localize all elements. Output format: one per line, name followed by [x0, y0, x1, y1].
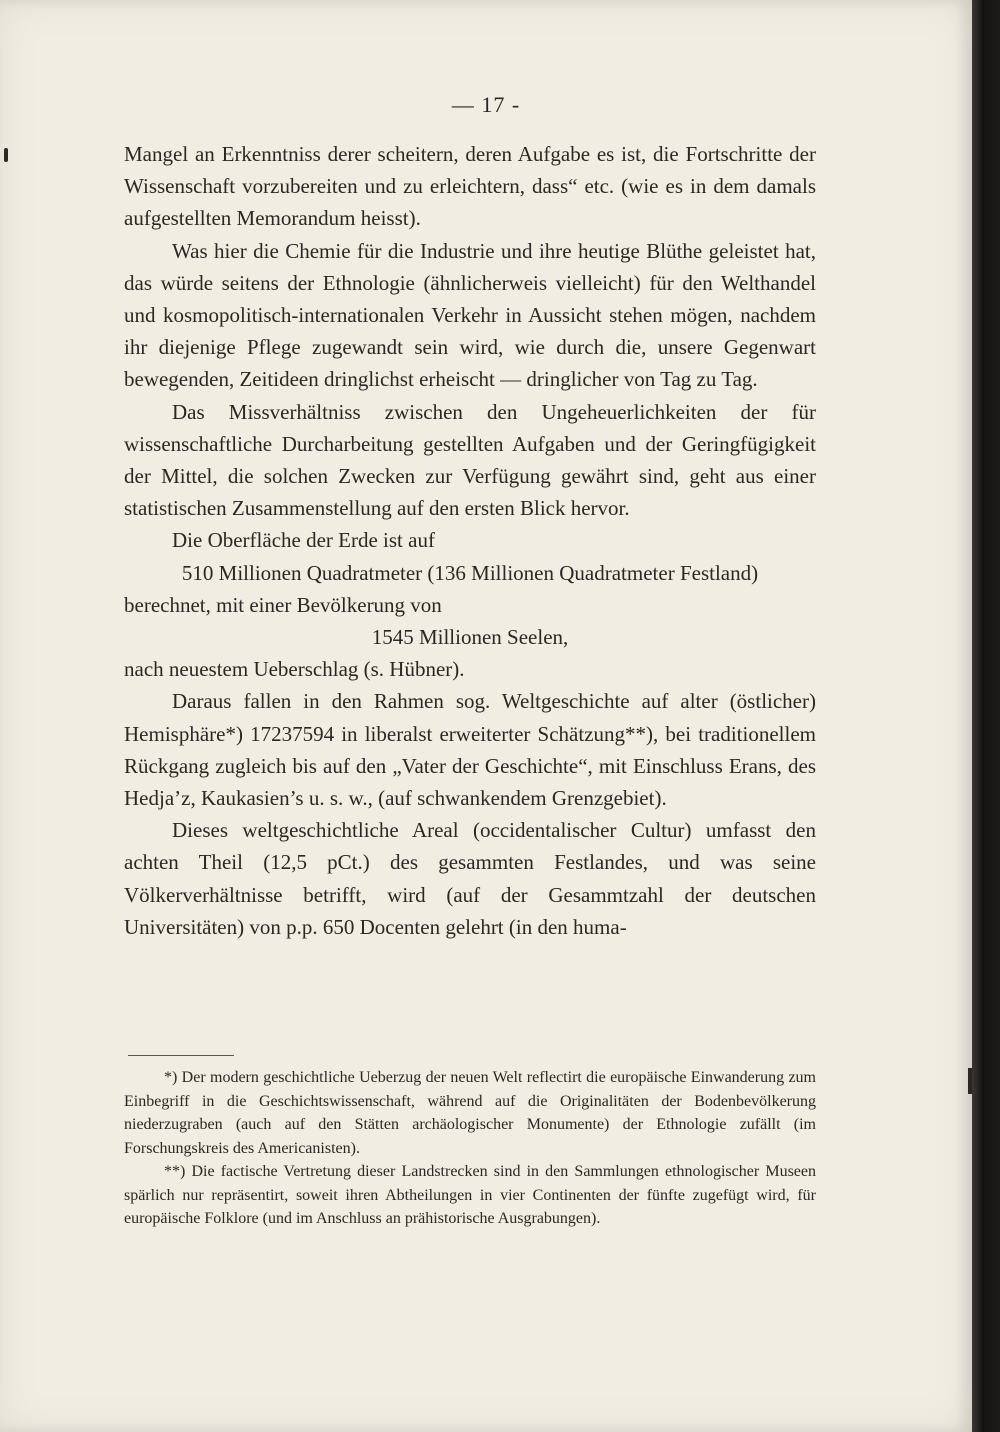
formula-line: 1545 Millionen Seelen,	[371, 625, 569, 650]
paragraph: berechnet, mit einer Bevölkerung von	[124, 592, 442, 617]
footnote: *) Der modern geschichtliche Ueberzug der neuen Welt reflectirt die europäische Einwanderung zum Einbegriff in die Geschichtswissenschaft, während auf die Originalitäten der Bodenbevölkerung niederzugraben (auch auf den Stätten archäologischer Monumente) der Ethnologie zufällt (im Forschungskreis des Americanisten).	[124, 1069, 816, 1157]
paragraph: Dieses weltgeschichtliche Areal (occidentalischer Cultur) umfasst den achten Theil (12,5 pCt.) des gesammten Festlandes, und was seine Völkerverhältnisse betrifft, wird (auf der Gesammtzahl der deutschen Universitäten) von p.p. 650 Docenten gelehrt (in den huma-	[124, 818, 816, 939]
footnote: **) Die factische Vertretung dieser Landstrecken sind in den Sammlungen ethnologischer Museen spärlich nur repräsentirt, soweit ihren Abtheilungen in vier Continenten der fünfte zugefügt wird, für europäische Folklore (und im Anschluss an prähistorische Ausgrabungen).	[124, 1163, 816, 1227]
margin-mark	[4, 148, 8, 162]
main-text	[124, 138, 816, 943]
formula-line: 510 Millionen Quadratmeter (136 Millionen Quadratmeter Festland)	[181, 560, 759, 585]
paragraph: Die Oberfläche der Erde ist auf	[172, 528, 435, 553]
paragraph: Was hier die Chemie für die Industrie und ihre heutige Blüthe geleistet hat, das würde seitens der Ethnologie (ähnlicherweis vielleicht) für den Welthandel und kosmopolitisch-internationalen Verkehr in Aussicht stehen mögen, nachdem ihr diejenige Pflege zugewandt sein wird, wie durch die, unsere Gegenwart bewegenden, Zeitideen dringlichst erheischt — dringlicher von Tag zu Tag.	[124, 238, 816, 392]
paragraph: nach neuestem Ueberschlag (s. Hübner).	[124, 657, 465, 682]
footnotes	[124, 1066, 816, 1231]
paragraph: Das Missverhältniss zwischen den Ungeheuerlichkeiten der für wissenschaftliche Durcharbeitung gestellten Aufgaben und der Geringfügigkeit der Mittel, die solchen Zwecken zur Verfügung gewährt sind, geht aus einer statistischen Zusammenstellung auf den ersten Blick hervor.	[124, 399, 816, 521]
paragraph: Mangel an Erkenntniss derer scheitern, deren Aufgabe es ist, die Fortschritte der Wissenschaft vorzubereiten und zu erleichtern, dass“ etc. (wie es in dem damals aufgestellten Memorandum heisst).	[124, 142, 816, 231]
footnote-rule	[128, 1055, 234, 1056]
paragraph: Daraus fallen in den Rahmen sog. Weltgeschichte auf alter (östlicher) Hemisphäre*) 17237594 in liberalst erweiterter Schätzung**), bei traditionellem Rückgang zugleich bis auf den „Vater der Geschichte“, mit Einschluss Erans, des Hedja’z, Kaukasien’s u. s. w., (auf schwankendem Grenzgebiet).	[124, 689, 816, 811]
book-binding-edge	[972, 0, 1000, 1432]
page-number: — 17 -	[451, 92, 521, 117]
